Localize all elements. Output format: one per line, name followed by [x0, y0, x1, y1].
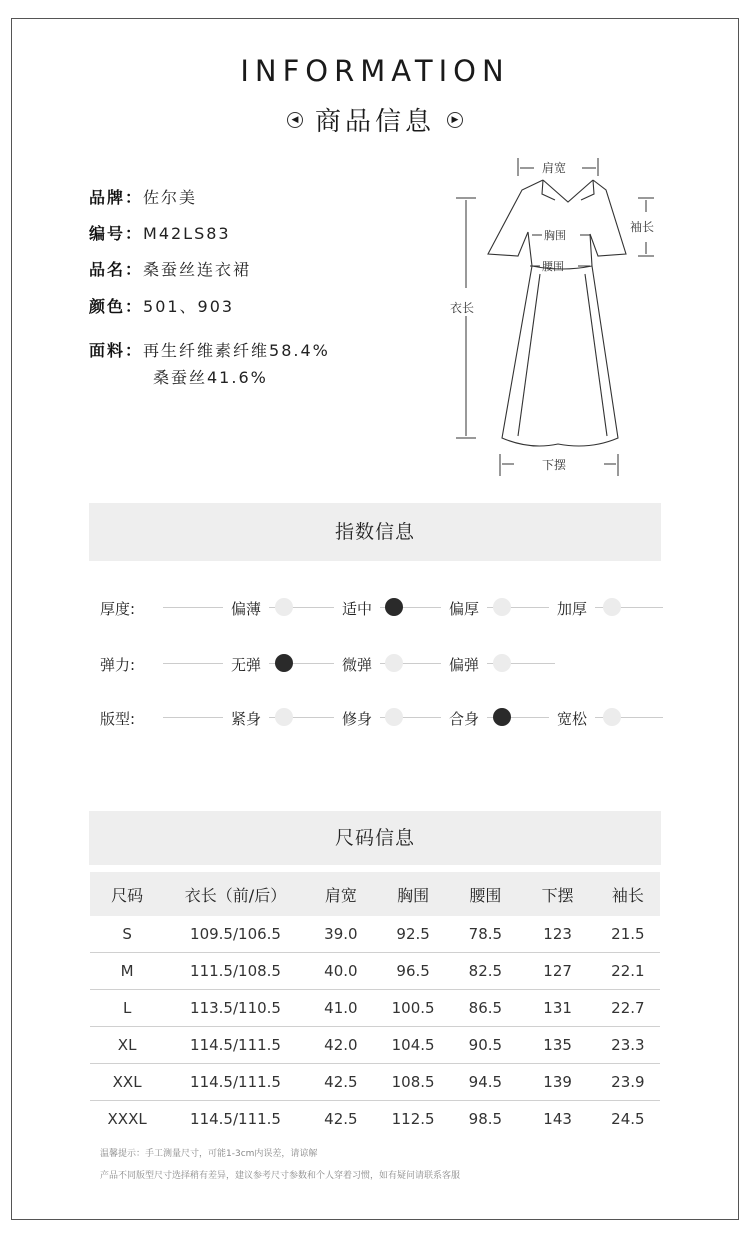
length-cell: 114.5/111.5	[190, 1110, 281, 1128]
hem-cell: 123	[519, 916, 595, 953]
chest-cell: 96.5	[375, 953, 451, 990]
sleeve-cell: 22.7	[596, 990, 660, 1027]
page-title-cn-text: 商品信息	[314, 107, 435, 137]
page-title-en: INFORMATION	[240, 54, 510, 88]
index-dot	[493, 598, 511, 616]
index-row-label: 版型:	[100, 710, 136, 728]
length-cell: 114.5/111.5	[164, 1027, 307, 1064]
sleeve-cell: 22.1	[596, 953, 660, 990]
index-dot-selected	[493, 708, 511, 726]
index-dot-selected	[275, 654, 293, 672]
index-dot	[603, 598, 621, 616]
size-cell: XL	[90, 1027, 164, 1064]
spec-fabric	[89, 338, 330, 361]
dress-outline	[488, 180, 626, 446]
shoulder-cell: 42.5	[324, 1110, 358, 1128]
waist-cell: 90.5	[451, 1027, 519, 1064]
size-table-header	[90, 872, 660, 916]
size-header-cell: 衣长（前/后）	[164, 872, 307, 916]
hem-cell: 143	[543, 1110, 572, 1128]
table-row	[90, 953, 660, 990]
hem-label: 下摆	[542, 458, 567, 472]
index-dot	[275, 708, 293, 726]
size-table	[90, 872, 660, 1137]
table-row	[90, 916, 660, 953]
index-row-label: 弹力:	[100, 656, 136, 674]
index-dot	[493, 654, 511, 672]
size-cell: XXL	[90, 1064, 164, 1101]
spec-name	[89, 257, 251, 280]
sleeve-cell: 23.9	[596, 1064, 660, 1101]
table-row	[90, 990, 660, 1027]
spec-fabric-line2: 桑蚕丝41.6%	[153, 368, 268, 387]
table-row	[90, 1101, 660, 1138]
index-option: 无弹	[223, 654, 269, 675]
index-row-label: 厚度:	[100, 600, 136, 618]
size-cell: L	[90, 990, 164, 1027]
table-row	[90, 1027, 660, 1064]
page-title-cn	[0, 101, 750, 138]
spec-label: 品牌：	[89, 188, 144, 207]
spec-code	[89, 221, 231, 244]
size-section-title: 尺码信息	[89, 811, 661, 865]
index-option: 合身	[441, 708, 487, 729]
right-arrow-icon: ▶	[447, 112, 463, 128]
hem-cell: 131	[519, 990, 595, 1027]
note-measurement: 温馨提示：手工测量尺寸，可能1-3cm内误差，请谅解	[100, 1149, 318, 1159]
size-header-cell: 肩宽	[307, 872, 375, 916]
spec-value: 再生纤维素纤维58.4%	[143, 341, 330, 360]
index-row-fit	[0, 706, 750, 730]
size-header-cell: 下摆	[519, 872, 595, 916]
waist-cell: 82.5	[451, 953, 519, 990]
size-cell: S	[90, 916, 164, 953]
index-option: 适中	[334, 598, 380, 619]
length-cell: 113.5/110.5	[164, 990, 307, 1027]
hem-cell: 127	[519, 953, 595, 990]
index-row-thickness	[0, 596, 750, 620]
spec-value: 佐尔美	[143, 188, 198, 207]
waist-label: 腰围	[542, 260, 564, 273]
index-option: 修身	[334, 708, 380, 729]
hem-cell: 139	[519, 1064, 595, 1101]
index-option: 加厚	[549, 598, 595, 619]
waist-cell: 86.5	[451, 990, 519, 1027]
chest-cell: 100.5	[375, 990, 451, 1027]
shoulder-label: 肩宽	[542, 161, 567, 175]
index-option: 偏弹	[441, 654, 487, 675]
spec-brand	[89, 185, 197, 208]
sleeve-label: 袖长	[630, 220, 655, 234]
chest-cell: 92.5	[375, 916, 451, 953]
index-dot-selected	[385, 598, 403, 616]
index-dot	[275, 598, 293, 616]
sleeve-cell: 23.3	[596, 1027, 660, 1064]
spec-color	[89, 294, 234, 317]
spec-label: 品名：	[89, 260, 144, 279]
waist-cell: 98.5	[468, 1110, 503, 1128]
dress-diagram	[440, 150, 670, 480]
shoulder-cell: 39.0	[307, 916, 375, 953]
table-row	[90, 1064, 660, 1101]
spec-label: 编号：	[89, 224, 144, 243]
length-cell: 109.5/106.5	[164, 916, 307, 953]
length-cell: 114.5/111.5	[164, 1064, 307, 1101]
chest-label: 胸围	[544, 229, 566, 242]
shoulder-cell: 42.0	[307, 1027, 375, 1064]
chest-cell: 104.5	[375, 1027, 451, 1064]
spec-value: 501、903	[143, 297, 235, 316]
size-header-cell: 尺码	[90, 872, 164, 916]
spec-label: 颜色：	[89, 297, 144, 316]
spec-value: M42LS83	[143, 224, 231, 243]
waist-cell: 94.5	[451, 1064, 519, 1101]
spec-label: 面料：	[89, 341, 144, 360]
size-cell: XXXL	[107, 1110, 147, 1128]
shoulder-cell: 40.0	[307, 953, 375, 990]
index-dot	[603, 708, 621, 726]
index-option: 微弹	[334, 654, 380, 675]
shoulder-cell: 42.5	[307, 1064, 375, 1101]
length-cell: 111.5/108.5	[164, 953, 307, 990]
shoulder-cell: 41.0	[307, 990, 375, 1027]
chest-cell: 112.5	[391, 1110, 435, 1128]
size-cell: M	[90, 953, 164, 990]
index-option: 偏厚	[441, 598, 487, 619]
size-header-cell: 胸围	[375, 872, 451, 916]
spec-value: 桑蚕丝连衣裙	[143, 260, 252, 279]
sleeve-cell: 21.5	[596, 916, 660, 953]
sleeve-cell: 24.5	[611, 1110, 645, 1128]
index-row-elasticity	[0, 652, 750, 676]
size-header-cell: 袖长	[596, 872, 660, 916]
index-dot	[385, 654, 403, 672]
index-option: 偏薄	[223, 598, 269, 619]
index-section-title: 指数信息	[89, 503, 661, 561]
hem-cell: 135	[519, 1027, 595, 1064]
index-option: 紧身	[223, 708, 269, 729]
index-option: 宽松	[549, 708, 595, 729]
waist-cell: 78.5	[451, 916, 519, 953]
left-arrow-icon: ◀	[287, 112, 303, 128]
length-label: 衣长	[450, 301, 475, 315]
chest-cell: 108.5	[375, 1064, 451, 1101]
note-sizing: 产品不同版型尺寸选择稍有差异，建议参考尺寸参数和个人穿着习惯，如有疑问请联系客服	[100, 1171, 461, 1181]
index-dot	[385, 708, 403, 726]
size-header-cell: 腰围	[451, 872, 519, 916]
